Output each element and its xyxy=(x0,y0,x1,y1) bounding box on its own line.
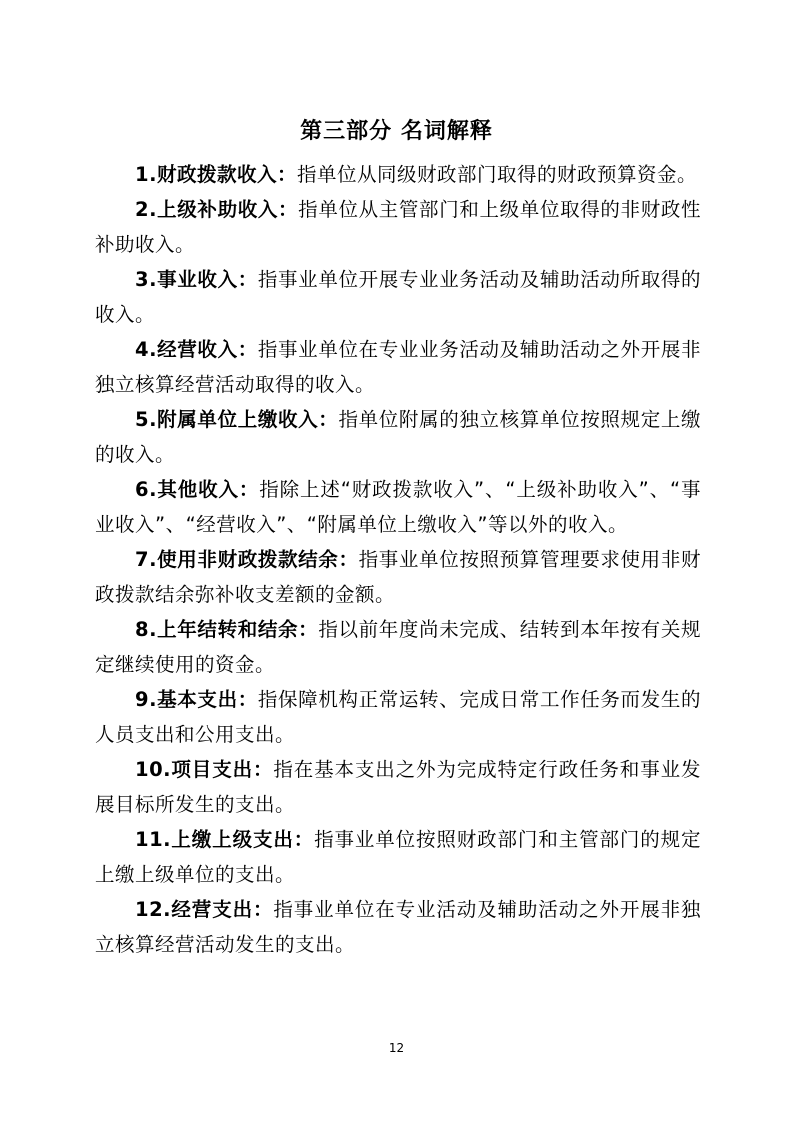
glossary-term: 3.事业收入： xyxy=(135,268,258,291)
glossary-entry xyxy=(95,332,701,402)
glossary-definition: 指单位从主管部门和上级单位取得的非财政性补助收入。 xyxy=(95,198,701,256)
glossary-entry xyxy=(95,752,701,822)
glossary-entry xyxy=(95,542,701,612)
glossary-term: 7.使用非财政拨款结余： xyxy=(135,548,359,571)
glossary-term: 6.其他收入： xyxy=(135,478,260,501)
glossary-entry xyxy=(95,472,701,542)
glossary-term: 11.上缴上级支出： xyxy=(135,828,315,851)
glossary-entry xyxy=(95,822,701,892)
glossary-definition: 指单位从同级财政部门取得的财政预算资金。 xyxy=(296,163,697,186)
glossary-term: 2.上级补助收入： xyxy=(135,198,299,221)
glossary-entry xyxy=(95,402,701,472)
page-title: 第三部分 名词解释 xyxy=(300,119,493,144)
glossary-definition: 指以前年度尚未完成、结转到本年按有关规定继续使用的资金。 xyxy=(95,618,701,676)
glossary-definition: 指在基本支出之外为完成特定行政任务和事业发展目标所发生的支出。 xyxy=(95,758,701,816)
glossary-definition: 指事业单位按照财政部门和主管部门的规定上缴上级单位的支出。 xyxy=(95,828,701,886)
glossary-definition: 指事业单位按照预算管理要求使用非财政拨款结余弥补收支差额的金额。 xyxy=(95,548,701,606)
glossary-term: 5.附属单位上缴收入： xyxy=(135,408,339,431)
glossary-entry xyxy=(95,682,701,752)
glossary-section xyxy=(95,157,701,962)
glossary-entry xyxy=(95,157,701,192)
glossary-entry xyxy=(95,612,701,682)
glossary-definition: 指单位附属的独立核算单位按照规定上缴的收入。 xyxy=(95,408,701,466)
glossary-definition: 指保障机构正常运转、完成日常工作任务而发生的人员支出和公用支出。 xyxy=(95,688,701,746)
page-number: 12 xyxy=(388,1041,405,1055)
glossary-term: 10.项目支出： xyxy=(135,758,274,781)
glossary-definition: 指除上述“财政拨款收入”、“上级补助收入”、“事业收入”、“经营收入”、“附属单位上缴收入”等以外的收入。 xyxy=(95,478,702,536)
glossary-definition: 指事业单位开展专业业务活动及辅助活动所取得的收入。 xyxy=(95,268,701,326)
glossary-term: 8.上年结转和结余： xyxy=(135,618,319,641)
glossary-entry xyxy=(95,262,701,332)
glossary-definition: 指事业单位在专业活动及辅助活动之外开展非独立核算经营活动发生的支出。 xyxy=(95,898,701,956)
glossary-term: 9.基本支出： xyxy=(135,688,258,711)
glossary-term: 12.经营支出： xyxy=(135,898,274,921)
glossary-term: 4.经营收入： xyxy=(135,338,258,361)
glossary-entry xyxy=(95,892,701,962)
glossary-term: 1.财政拨款收入： xyxy=(135,163,297,186)
glossary-definition: 指事业单位在专业业务活动及辅助活动之外开展非独立核算经营活动取得的收入。 xyxy=(95,338,701,396)
glossary-entry xyxy=(95,192,701,262)
